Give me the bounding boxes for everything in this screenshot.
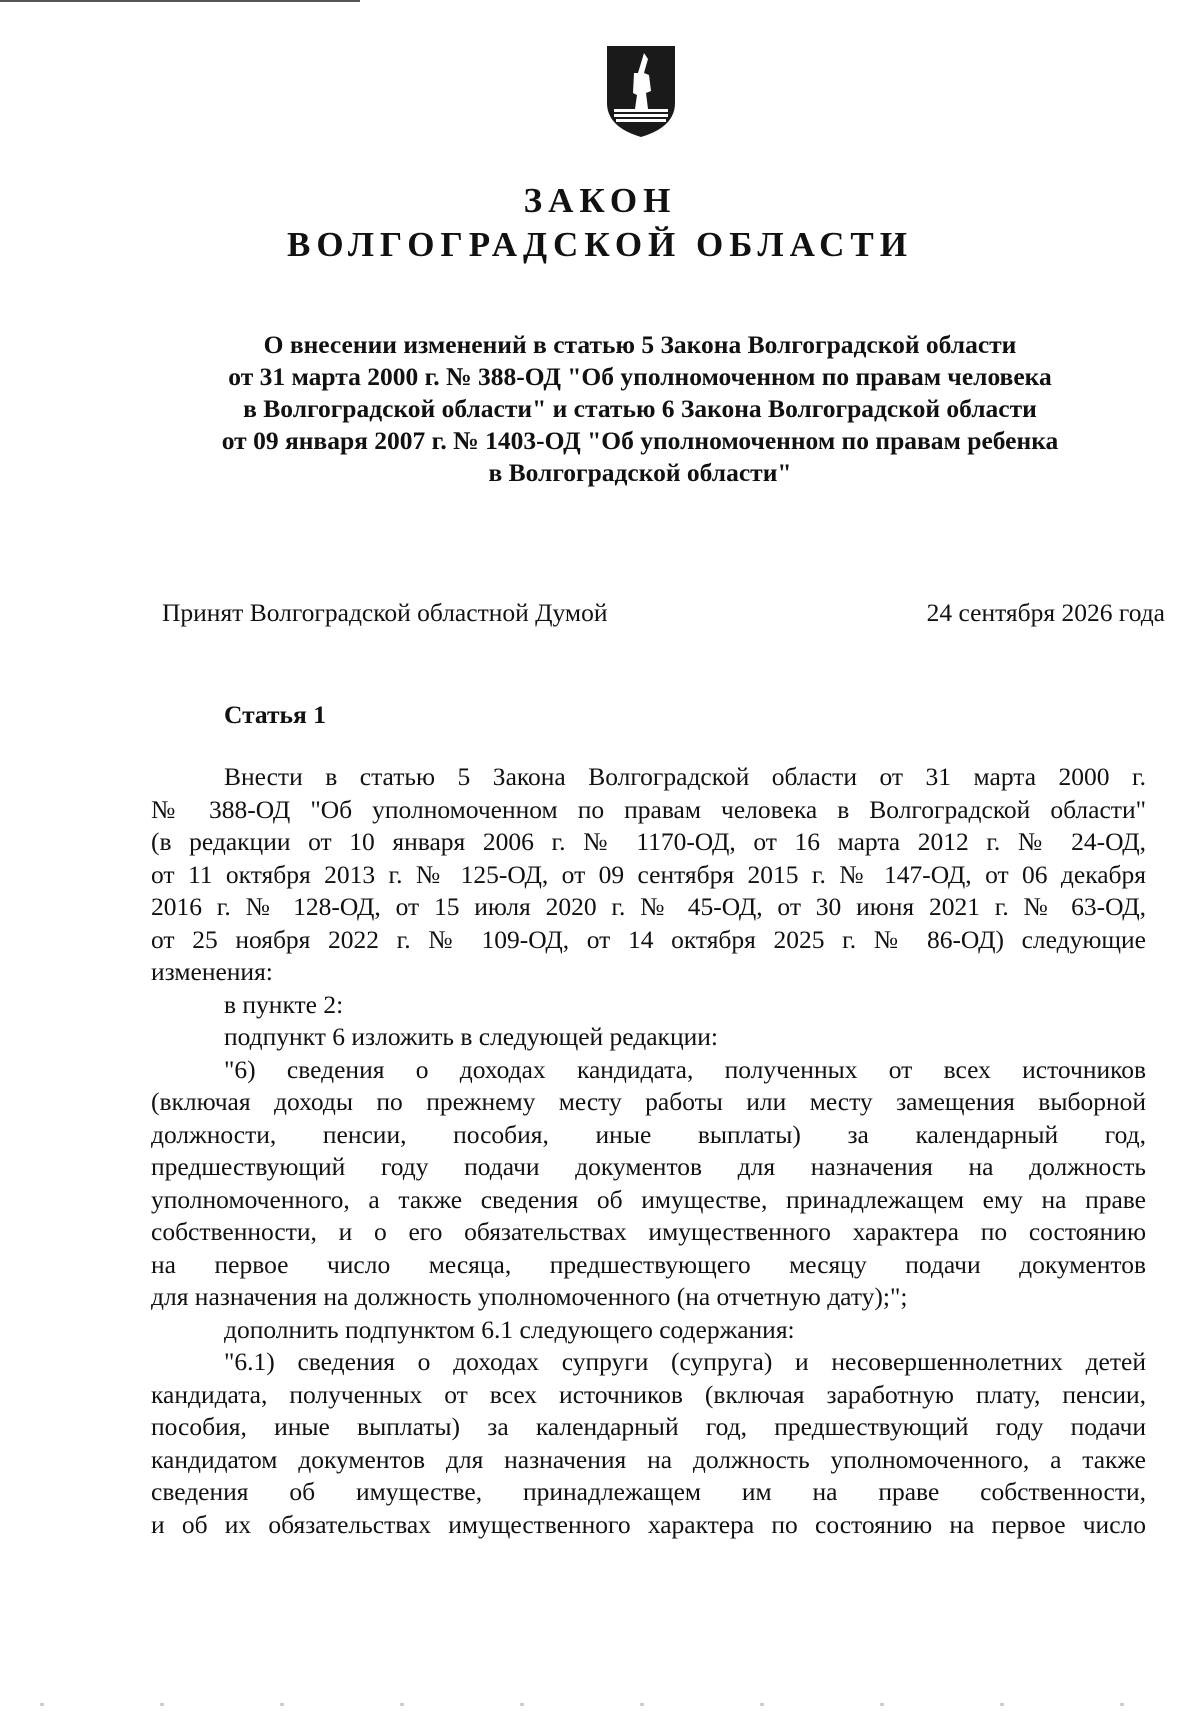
adopted-by: Принят Волгоградской областной Думой: [162, 598, 608, 627]
body-line: "6.1) сведения о доходах супруги (супруга) и несовершеннолетних детей: [224, 1347, 1146, 1376]
body-line: дополнить подпунктом 6.1 следующего содержания:: [224, 1314, 795, 1344]
body-line: от 11 октября 2013 г. № 125-ОД, от 09 сентября 2015 г. № 147-ОД, от 06 декабря: [151, 859, 1146, 889]
document-type-title: ЗАКОН: [523, 181, 677, 220]
body-line: 2016 г. № 128-ОД, от 15 июля 2020 г. № 45-ОД, от 30 июня 2021 г. № 63-ОД,: [151, 892, 1146, 921]
article-heading: Статья 1: [224, 700, 326, 729]
body-line: от 25 ноября 2022 г. № 109-ОД, от 14 октября 2025 г. № 86-ОД) следующие: [151, 924, 1146, 954]
body-line: (в редакции от 10 января 2006 г. № 1170-ОД, от 16 марта 2012 г. № 24-ОД,: [151, 827, 1146, 856]
body-line: подпункт 6 изложить в следующей редакции:: [224, 1022, 718, 1051]
body-line: уполномоченного, а также сведения об имуществе, принадлежащем ему на праве: [151, 1184, 1146, 1214]
body-line: сведения об имуществе, принадлежащем им на праве собственности,: [151, 1477, 1146, 1506]
body-line: собственности, и о его обязательствах имущественного характера по состоянию: [151, 1217, 1146, 1246]
body-line: "6) сведения о доходах кандидата, полученных от всех источников: [224, 1054, 1146, 1084]
coat-of-arms-icon: [604, 43, 678, 139]
region-title: ВОЛГОГРАДСКОЙ ОБЛАСТИ: [287, 225, 913, 264]
body-line: в пункте 2:: [224, 989, 344, 1019]
body-line: должности, пенсии, пособия, иные выплаты) за календарный год,: [151, 1119, 1146, 1149]
body-line: кандидатом документов для назначения на должность уполномоченного, а также: [151, 1444, 1146, 1474]
subject-line: в Волгоградской области": [488, 458, 792, 487]
subject-line: от 09 января 2007 г. № 1403-ОД "Об уполномоченном по правам ребенка: [221, 426, 1059, 455]
law-subject: [160, 329, 1120, 489]
body-line: кандидата, полученных от всех источников (включая заработную плату, пенсии,: [151, 1379, 1146, 1409]
subject-line: О внесении изменений в статью 5 Закона Волгоградской области: [263, 330, 1017, 359]
body-line: на первое число месяца, предшествующего месяцу подачи документов: [151, 1249, 1146, 1279]
body-line: пособия, иные выплаты) за календарный год, предшествующий году подачи: [151, 1412, 1146, 1441]
body-line: Внести в статью 5 Закона Волгоградской области от 31 марта 2000 г.: [224, 762, 1146, 791]
body-line: (включая доходы по прежнему месту работы или месту замещения выборной: [151, 1087, 1146, 1116]
body-line: № 388-ОД "Об уполномоченном по правам человека в Волгоградской области": [151, 794, 1146, 824]
body-line: предшествующий году подачи документов для назначения на должность: [151, 1152, 1146, 1181]
body-line: и об их обязательствах имущественного характера по состоянию на первое число: [151, 1509, 1146, 1539]
subject-line: в Волгоградской области" и статью 6 Закона Волгоградской области: [243, 394, 1037, 423]
subject-line: от 31 марта 2000 г. № 388-ОД "Об уполномоченном по правам человека: [228, 362, 1052, 391]
scan-edge-mark: [0, 0, 360, 2]
article-body: [151, 761, 1146, 1541]
body-line: изменения:: [151, 957, 273, 986]
adoption-date: 24 сентября 2026 года: [926, 598, 1165, 627]
body-line: для назначения на должность уполномоченного (на отчетную дату);";: [151, 1282, 908, 1311]
scan-noise-strip: [0, 1703, 1200, 1706]
